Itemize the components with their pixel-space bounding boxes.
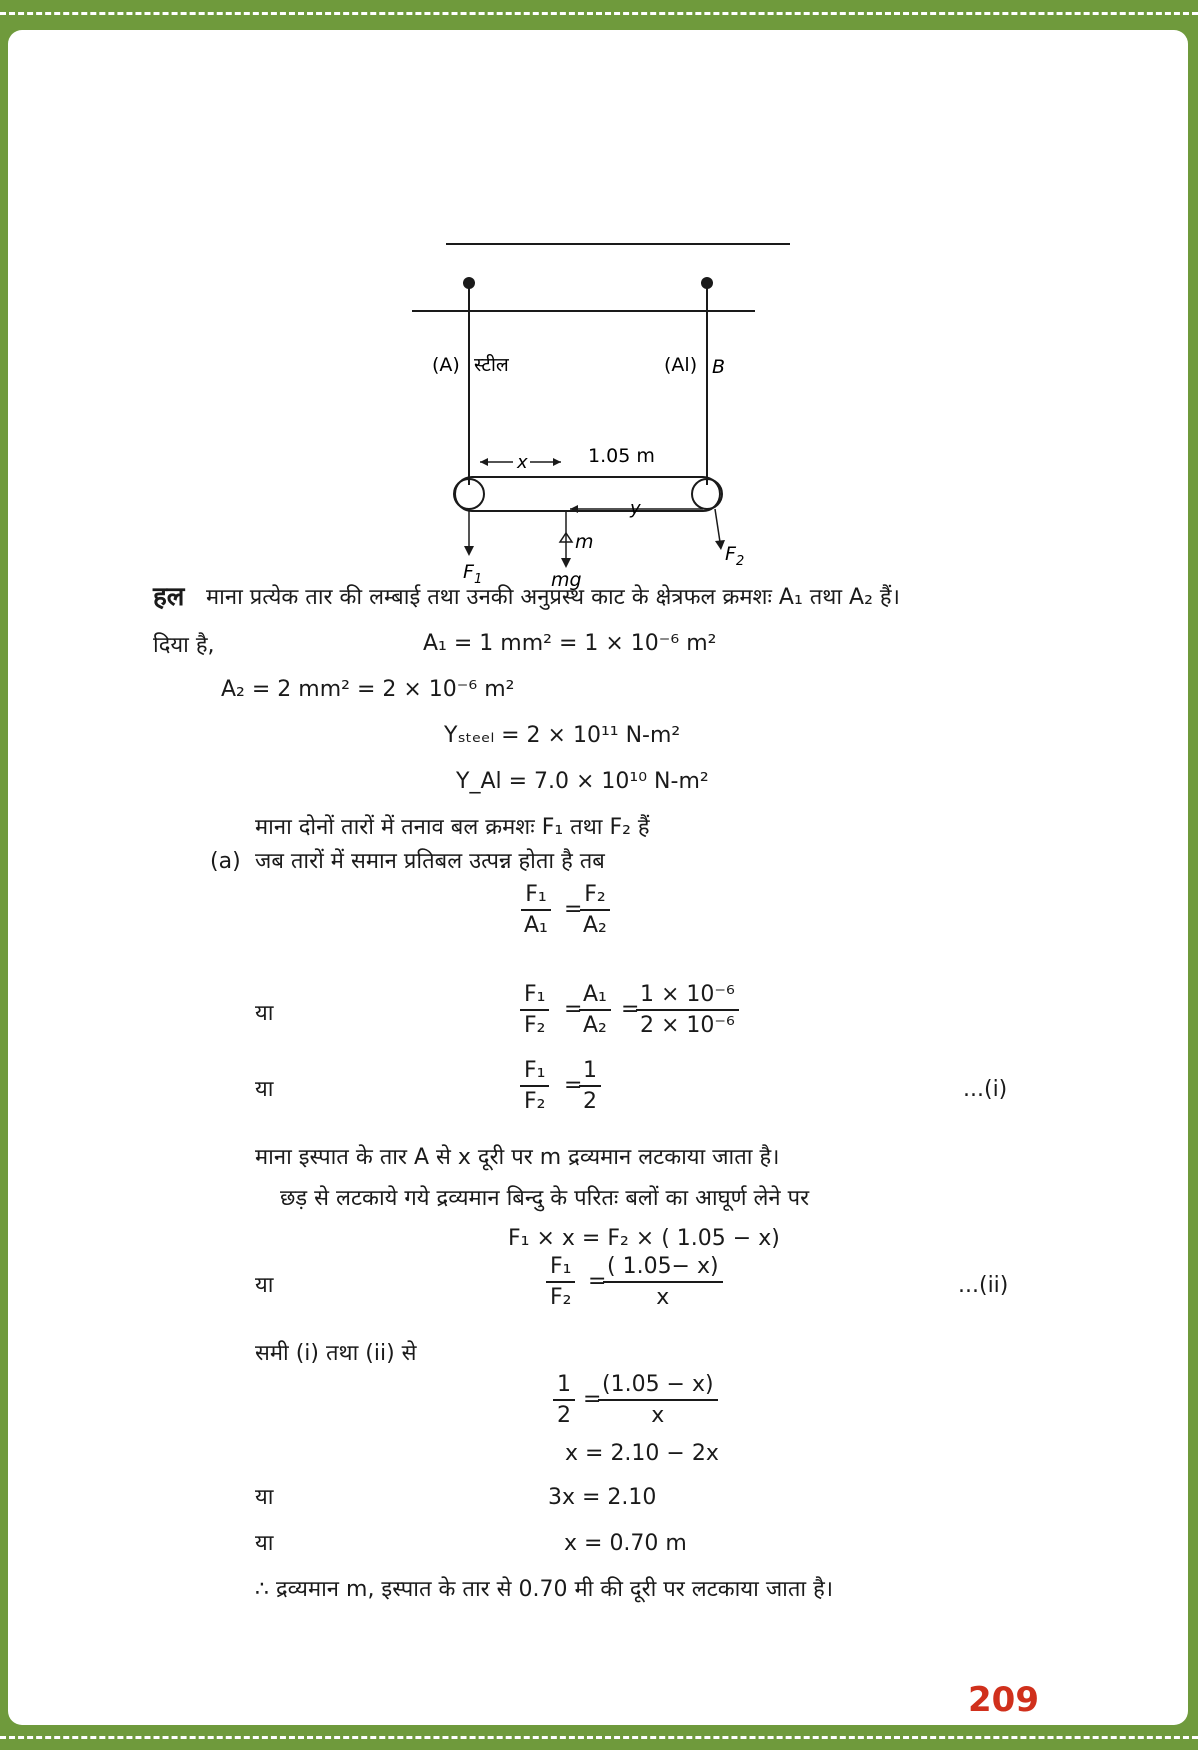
equals-1: = [564, 897, 583, 922]
label-x: x [517, 452, 528, 473]
equals-2: = [564, 997, 583, 1022]
label-f2: $F_2$ [725, 543, 745, 569]
label-steel: स्टील [474, 354, 509, 376]
assume-mass-text: माना इस्पात के तार A से x दूरी पर m द्रव्यमान लटकाया जाता है। [255, 1145, 780, 1170]
top-border-dashes [0, 12, 1198, 15]
solution-heading: हल [153, 582, 185, 612]
label-b: B [712, 356, 726, 378]
label-m: m [575, 531, 594, 553]
page-sheet [8, 30, 1188, 1725]
given-label: दिया है, [153, 633, 215, 658]
equals-3: = [621, 997, 640, 1022]
frac-105x-x: $\frac{( 1.05- x)}{x}$ [603, 1254, 723, 1310]
ya-2: या [255, 1077, 274, 1102]
eq-a2: A₂ = 2 mm² = 2 × 10⁻⁶ m² [221, 677, 515, 702]
eq-x2: x = 0.70 m [564, 1531, 687, 1556]
frac-1e6-2e6: $\frac{\text{1 × 10⁻⁶}}{\text{2 × 10⁻⁶}}$ [636, 982, 739, 1038]
frac-f1-a1: $\frac{\text{F₁}}{\text{A₁}}$ [520, 882, 552, 938]
moment-text: छड़ से लटकाये गये द्रव्यमान बिन्दु के परितः बलों का आघूर्ण लेने पर [280, 1186, 810, 1211]
label-f1: $F_1$ [463, 561, 483, 587]
bottom-border-dashes [0, 1736, 1198, 1739]
equals-4: = [564, 1073, 583, 1098]
conclusion-text: ∴ द्रव्यमान m, इस्पात के तार से 0.70 मी की दूरी पर लटकाया जाता है। [255, 1577, 834, 1602]
label-y: y [630, 498, 641, 519]
eq-mark-ii: ...(ii) [958, 1273, 1009, 1298]
frac-a1-a2: $\frac{\text{A₁}}{\text{A₂}}$ [579, 982, 611, 1038]
frac-f1-f2-c: $\frac{\text{F₁}}{\text{F₂}}$ [546, 1254, 575, 1310]
rod [455, 477, 720, 511]
equals-5: = [588, 1269, 607, 1294]
tension-text: माना दोनों तारों में तनाव बल क्रमशः F₁ तथा F₂ हैं [255, 815, 650, 840]
eq-a1: A₁ = 1 mm² = 1 × 10⁻⁶ m² [423, 631, 717, 656]
eq-yal: Y_Al = 7.0 × 10¹⁰ N-m² [456, 769, 709, 794]
part-a-text: जब तारों में समान प्रतिबल उत्पन्न होता है तब [255, 849, 605, 874]
ya-3: या [255, 1273, 274, 1298]
f2-arrow [715, 509, 720, 542]
frac-1-2: $\frac{1}{2}$ [579, 1058, 601, 1114]
frac-f1-f2-a: $\frac{\text{F₁}}{\text{F₂}}$ [520, 982, 549, 1038]
frac-1-2-b: $\frac{1}{2}$ [553, 1372, 575, 1428]
eq-3x: 3x = 2.10 [548, 1485, 657, 1510]
page-number: 209 [968, 1680, 1039, 1720]
label-mg: mg [551, 569, 582, 591]
label-length: 1.05 m [588, 445, 655, 467]
frac-f1-f2-b: $\frac{\text{F₁}}{\text{F₂}}$ [520, 1058, 549, 1114]
ya-1: या [255, 1001, 274, 1026]
label-a: (A) [432, 354, 460, 376]
equals-6: = [583, 1387, 602, 1412]
label-al: (Al) [664, 354, 698, 376]
ya-4: या [255, 1485, 274, 1510]
from-eqs-text: समी (i) तथा (ii) से [255, 1341, 417, 1366]
ya-5: या [255, 1531, 274, 1556]
eq-moment: F₁ × x = F₂ × ( 1.05 − x) [508, 1226, 780, 1251]
solution-intro: माना प्रत्येक तार की लम्बाई तथा उनकी अनुप्रस्थ काट के क्षेत्रफल क्रमशः A₁ तथा A₂ हैं। [206, 585, 900, 610]
part-a-label: (a) [210, 849, 241, 874]
frac-105x-x-b: $\frac{(1.05 - x)}{x}$ [598, 1372, 718, 1428]
eq-x1: x = 2.10 − 2x [565, 1441, 719, 1466]
figure-rod-wires [8, 30, 1188, 591]
frac-f2-a2: $\frac{\text{F₂}}{\text{A₂}}$ [579, 882, 611, 938]
eq-mark-i: ...(i) [963, 1077, 1008, 1102]
eq-ysteel: Yₛₜₑₑₗ = 2 × 10¹¹ N-m² [444, 723, 681, 748]
